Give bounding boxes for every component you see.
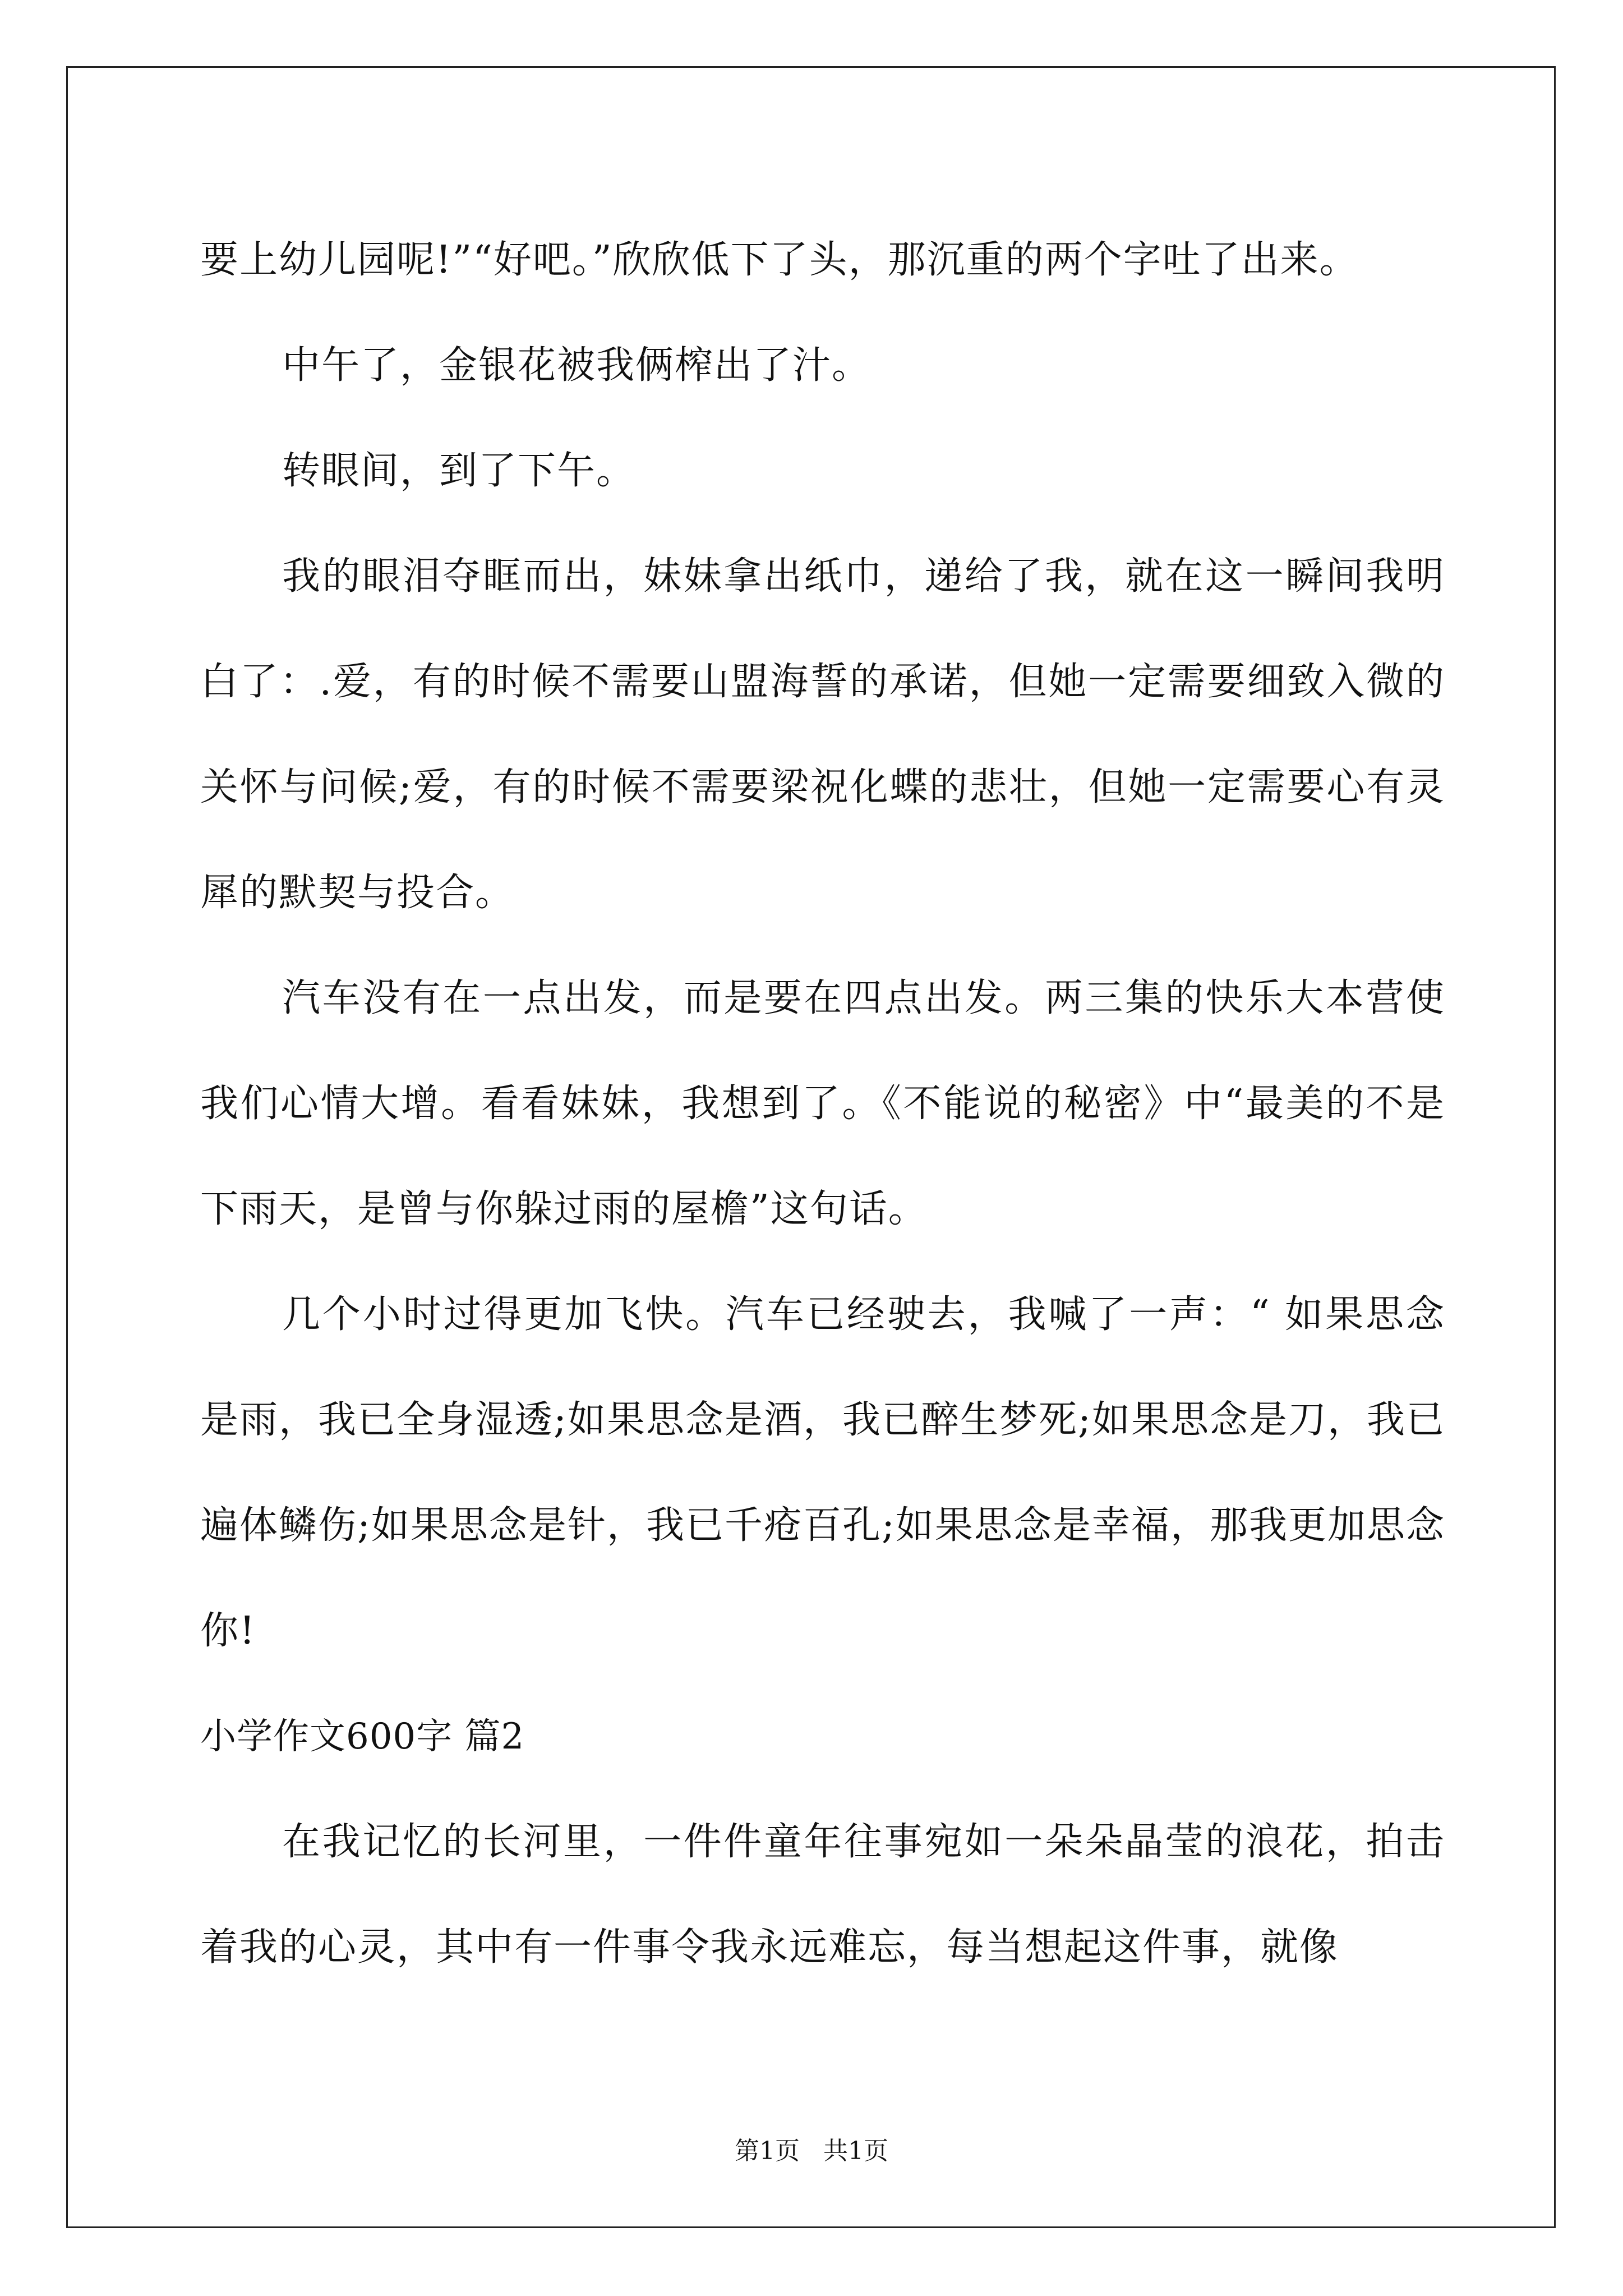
page-footer [0, 2131, 1623, 2166]
paragraph: 中午了，金银花被我俩榨出了汁。 [282, 343, 872, 388]
page-number: 第1页 [735, 2137, 800, 2165]
paragraph: 汽车没有在一点出发，而是要在四点出发。两三集的快乐大本营使我们心情大增。看看妹妹，我想到了。《不能说的秘密》中“最美的不是下雨天，是曾与你躲过雨的屋檐”这句话。 [200, 976, 1445, 1231]
paragraph: 几个小时过得更加飞快。汽车已经驶去，我喊了一声：“ 如果思念是雨，我已全身湿透;如果思念是酒，我已醉生梦死;如果思念是刀，我已遍体鳞伤;如果思念是针，我已千疮百孔;如果思念是幸福，那我更加思念你! [200, 1292, 1445, 1653]
page-total: 共1页 [823, 2137, 888, 2165]
paragraph: 我的眼泪夺眶而出，妹妹拿出纸巾，递给了我，就在这一瞬间我明白了：.爱，有的时候不需要山盟海誓的承诺，但她一定需要细致入微的关怀与问候;爱，有的时候不需要梁祝化蝶的悲壮，但她一定需要心有灵犀的默契与投合。 [200, 554, 1445, 915]
section-heading: 小学作文600字 篇2 [200, 1716, 525, 1757]
paragraph: 在我记忆的长河里，一件件童年往事宛如一朵朵晶莹的浪花，拍击着我的心灵，其中有一件事令我永远难忘，每当想起这件事，就像 [200, 1820, 1445, 1970]
document-body [200, 208, 1445, 2000]
paragraph-continuation: 要上幼儿园呢!”“好吧。”欣欣低下了头，那沉重的两个字吐了出来。 [200, 238, 1359, 282]
paragraph: 转眼间，到了下午。 [282, 449, 636, 493]
